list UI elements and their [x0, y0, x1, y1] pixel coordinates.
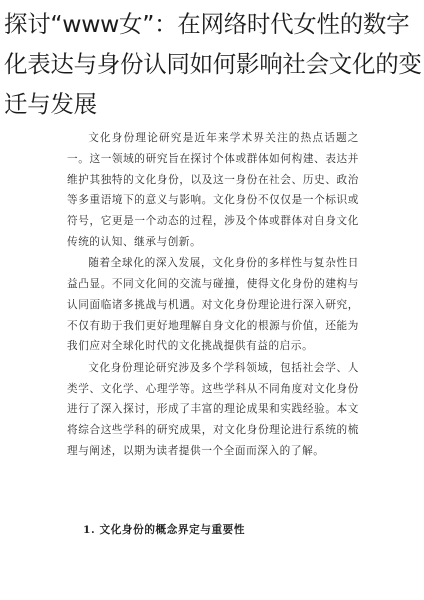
document-paragraph-1: 文化身份理论研究是近年来学术界关注的热点话题之一。这一领域的研究旨在探讨个体或群体如何构建、表达并维护其独特的文化身份，以及这一身份在社会、历史、政治等多重语境下的意义与影响。文化身份不仅仅是一个标识或符号，它更是一个动态的过程，涉及个体或群体对自身文化传统的认知、继承与创新。: [67, 132, 359, 248]
document-page-image: [0, 118, 424, 600]
document-body: [67, 128, 359, 462]
document-paragraph-2: 随着全球化的深入发展，文化身份的多样性与复杂性日益凸显。不同文化间的交流与碰撞，使得文化身份的建构与认同面临诸多挑战与机遇。对文化身份理论进行深入研究，不仅有助于我们更好地理解自身文化的根源与价值，还能为我们应对全球化时代的文化挑战提供有益的启示。: [67, 257, 359, 353]
document-paragraph-3: 文化身份理论研究涉及多个学科领域，包括社会学、人类学、文化学、心理学等。这些学科从不同角度对文化身份进行了深入探讨，形成了丰富的理论成果和实践经验。本文将综合这些学科的研究成果，对文化身份理论进行系统的梳理与阐述，以期为读者提供一个全面而深入的了解。: [67, 361, 359, 457]
article-headline: 探讨“www女”：在网络时代女性的数字化表达与身份认同如何影响社会文化的变迁与发展: [4, 10, 422, 118]
section-heading: 1. 文化身份的概念界定与重要性: [83, 524, 246, 536]
